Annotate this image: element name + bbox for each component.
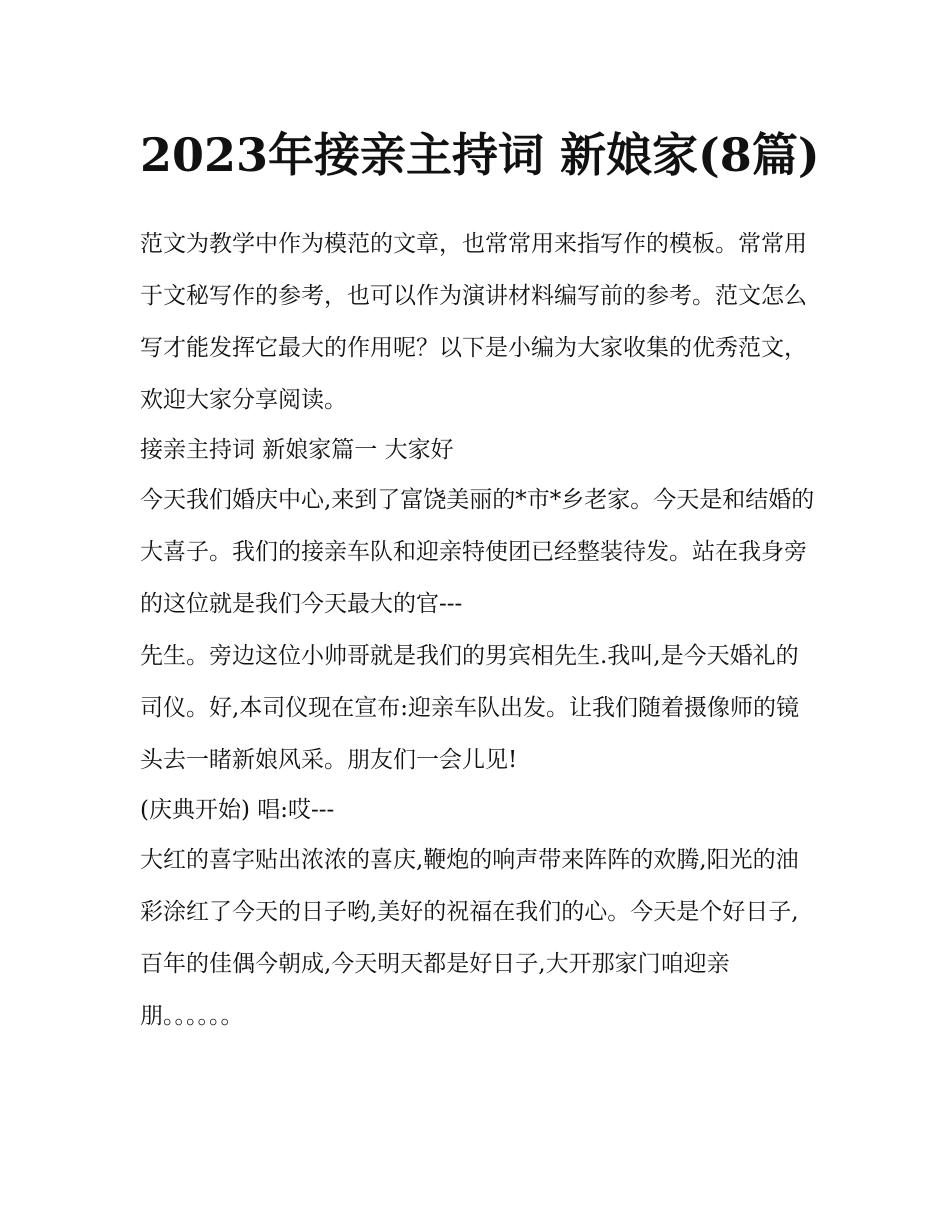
document-page — [140, 118, 820, 1042]
body-paragraph-3: (庆典开始) 唱:哎--- — [140, 797, 335, 823]
body-paragraph-4: 大红的喜字贴出浓浓的喜庆,鞭炮的响声带来阵阵的欢腾,阳光的油彩涂红了今天的日子哟,美好的祝福在我们的心。今天是个好日子,百年的佳偶今朝成,今天明天都是好日子,大开那家门咱迎亲朋。。。。。。 — [140, 847, 799, 1029]
intro-paragraph: 范文为教学中作为模范的文章，也常常用来指写作的模板。常常用于文秘写作的参考，也可以作为演讲材料编写前的参考。范文怎么写才能发挥它最大的作用呢？以下是小编为大家收集的优秀范文，欢迎大家分享阅读。 — [140, 231, 807, 413]
document-title: 2023年接亲主持词 新娘家(8篇) — [140, 128, 820, 182]
section-heading: 接亲主持词 新娘家篇一 大家好 — [140, 437, 454, 463]
body-paragraph-1: 今天我们婚庆中心,来到了富饶美丽的*市*乡老家。今天是和结婚的大喜子。我们的接亲车队和迎亲特使团已经整装待发。站在我身旁的这位就是我们今天最大的官--- — [140, 487, 815, 617]
body-paragraph-2: 先生。旁边这位小帅哥就是我们的男宾相先生.我叫,是今天婚礼的司仪。好,本司仪现在宣布:迎亲车队出发。让我们随着摄像师的镜头去一睹新娘风采。朋友们一会儿见! — [140, 643, 800, 773]
